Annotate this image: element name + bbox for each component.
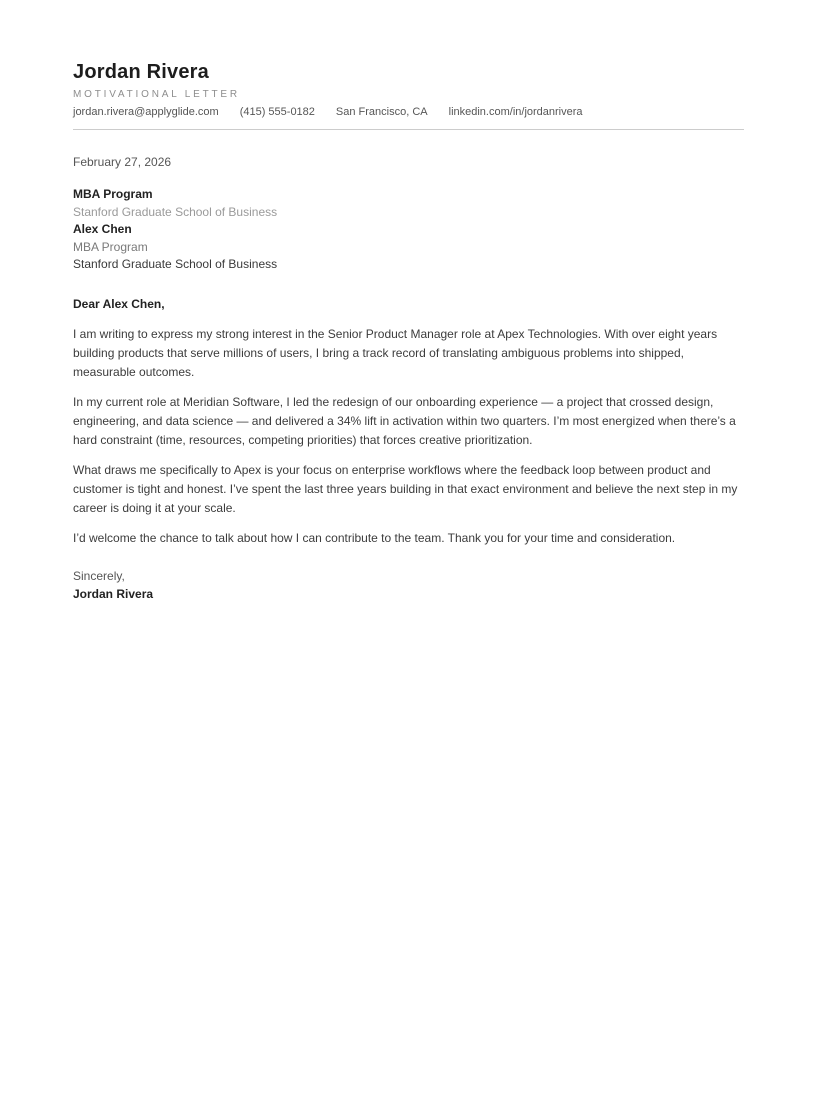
recipient-name: Alex Chen	[73, 222, 132, 236]
closing: Sincerely,	[73, 568, 125, 583]
contact-phone: (415) 555-0182	[239, 106, 315, 118]
applicant-name: Jordan Rivera	[73, 61, 209, 83]
contact-location: San Francisco, CA	[335, 106, 428, 118]
contact-linkedin: linkedin.com/in/jordanrivera	[448, 106, 583, 118]
contact-email: jordan.rivera@applyglide.com	[73, 106, 219, 118]
recipient-block	[73, 186, 744, 274]
paragraph-intro: I am writing to express my strong interest in the Senior Product Manager role at Apex Technologies. With over eight years building products that serve millions of users, I bring a track record of translating ambiguous problems into shipped, measurable outcomes.	[73, 326, 718, 379]
header-divider	[73, 129, 744, 130]
signature-name: Jordan Rivera	[73, 587, 154, 601]
recipient-program: MBA Program	[73, 187, 153, 201]
recipient-organization: Stanford Graduate School of Business	[73, 257, 278, 271]
contact-row	[73, 106, 744, 119]
letter-date: February 27, 2026	[73, 155, 172, 169]
recipient-title: MBA Program	[73, 239, 148, 254]
paragraph-experience: In my current role at Meridian Software, I led the redesign of our onboarding experience — a project that crossed design, engineering, and data science — and delivered a 34% lift in activation within two quarters. I’m most energized when there’s a hard constraint (time, resources, competing priorities) that forces creative prioritization.	[73, 394, 736, 447]
paragraph-thanks: I’d welcome the chance to talk about how I can contribute to the team. Thank you for your time and consideration.	[73, 530, 676, 545]
letter-header	[73, 62, 744, 130]
letter-body	[73, 154, 744, 604]
salutation: Dear Alex Chen,	[73, 296, 165, 311]
document-type-label: MOTIVATIONAL LETTER	[73, 89, 240, 100]
recipient-school: Stanford Graduate School of Business	[73, 204, 278, 219]
signature-block	[73, 567, 744, 604]
paragraph-motivation: What draws me specifically to Apex is your focus on enterprise workflows where the feedback loop between product and customer is tight and honest. I’ve spent the last three years building in that exact environment and believe the next step in my career is doing it at your scale.	[73, 462, 738, 515]
